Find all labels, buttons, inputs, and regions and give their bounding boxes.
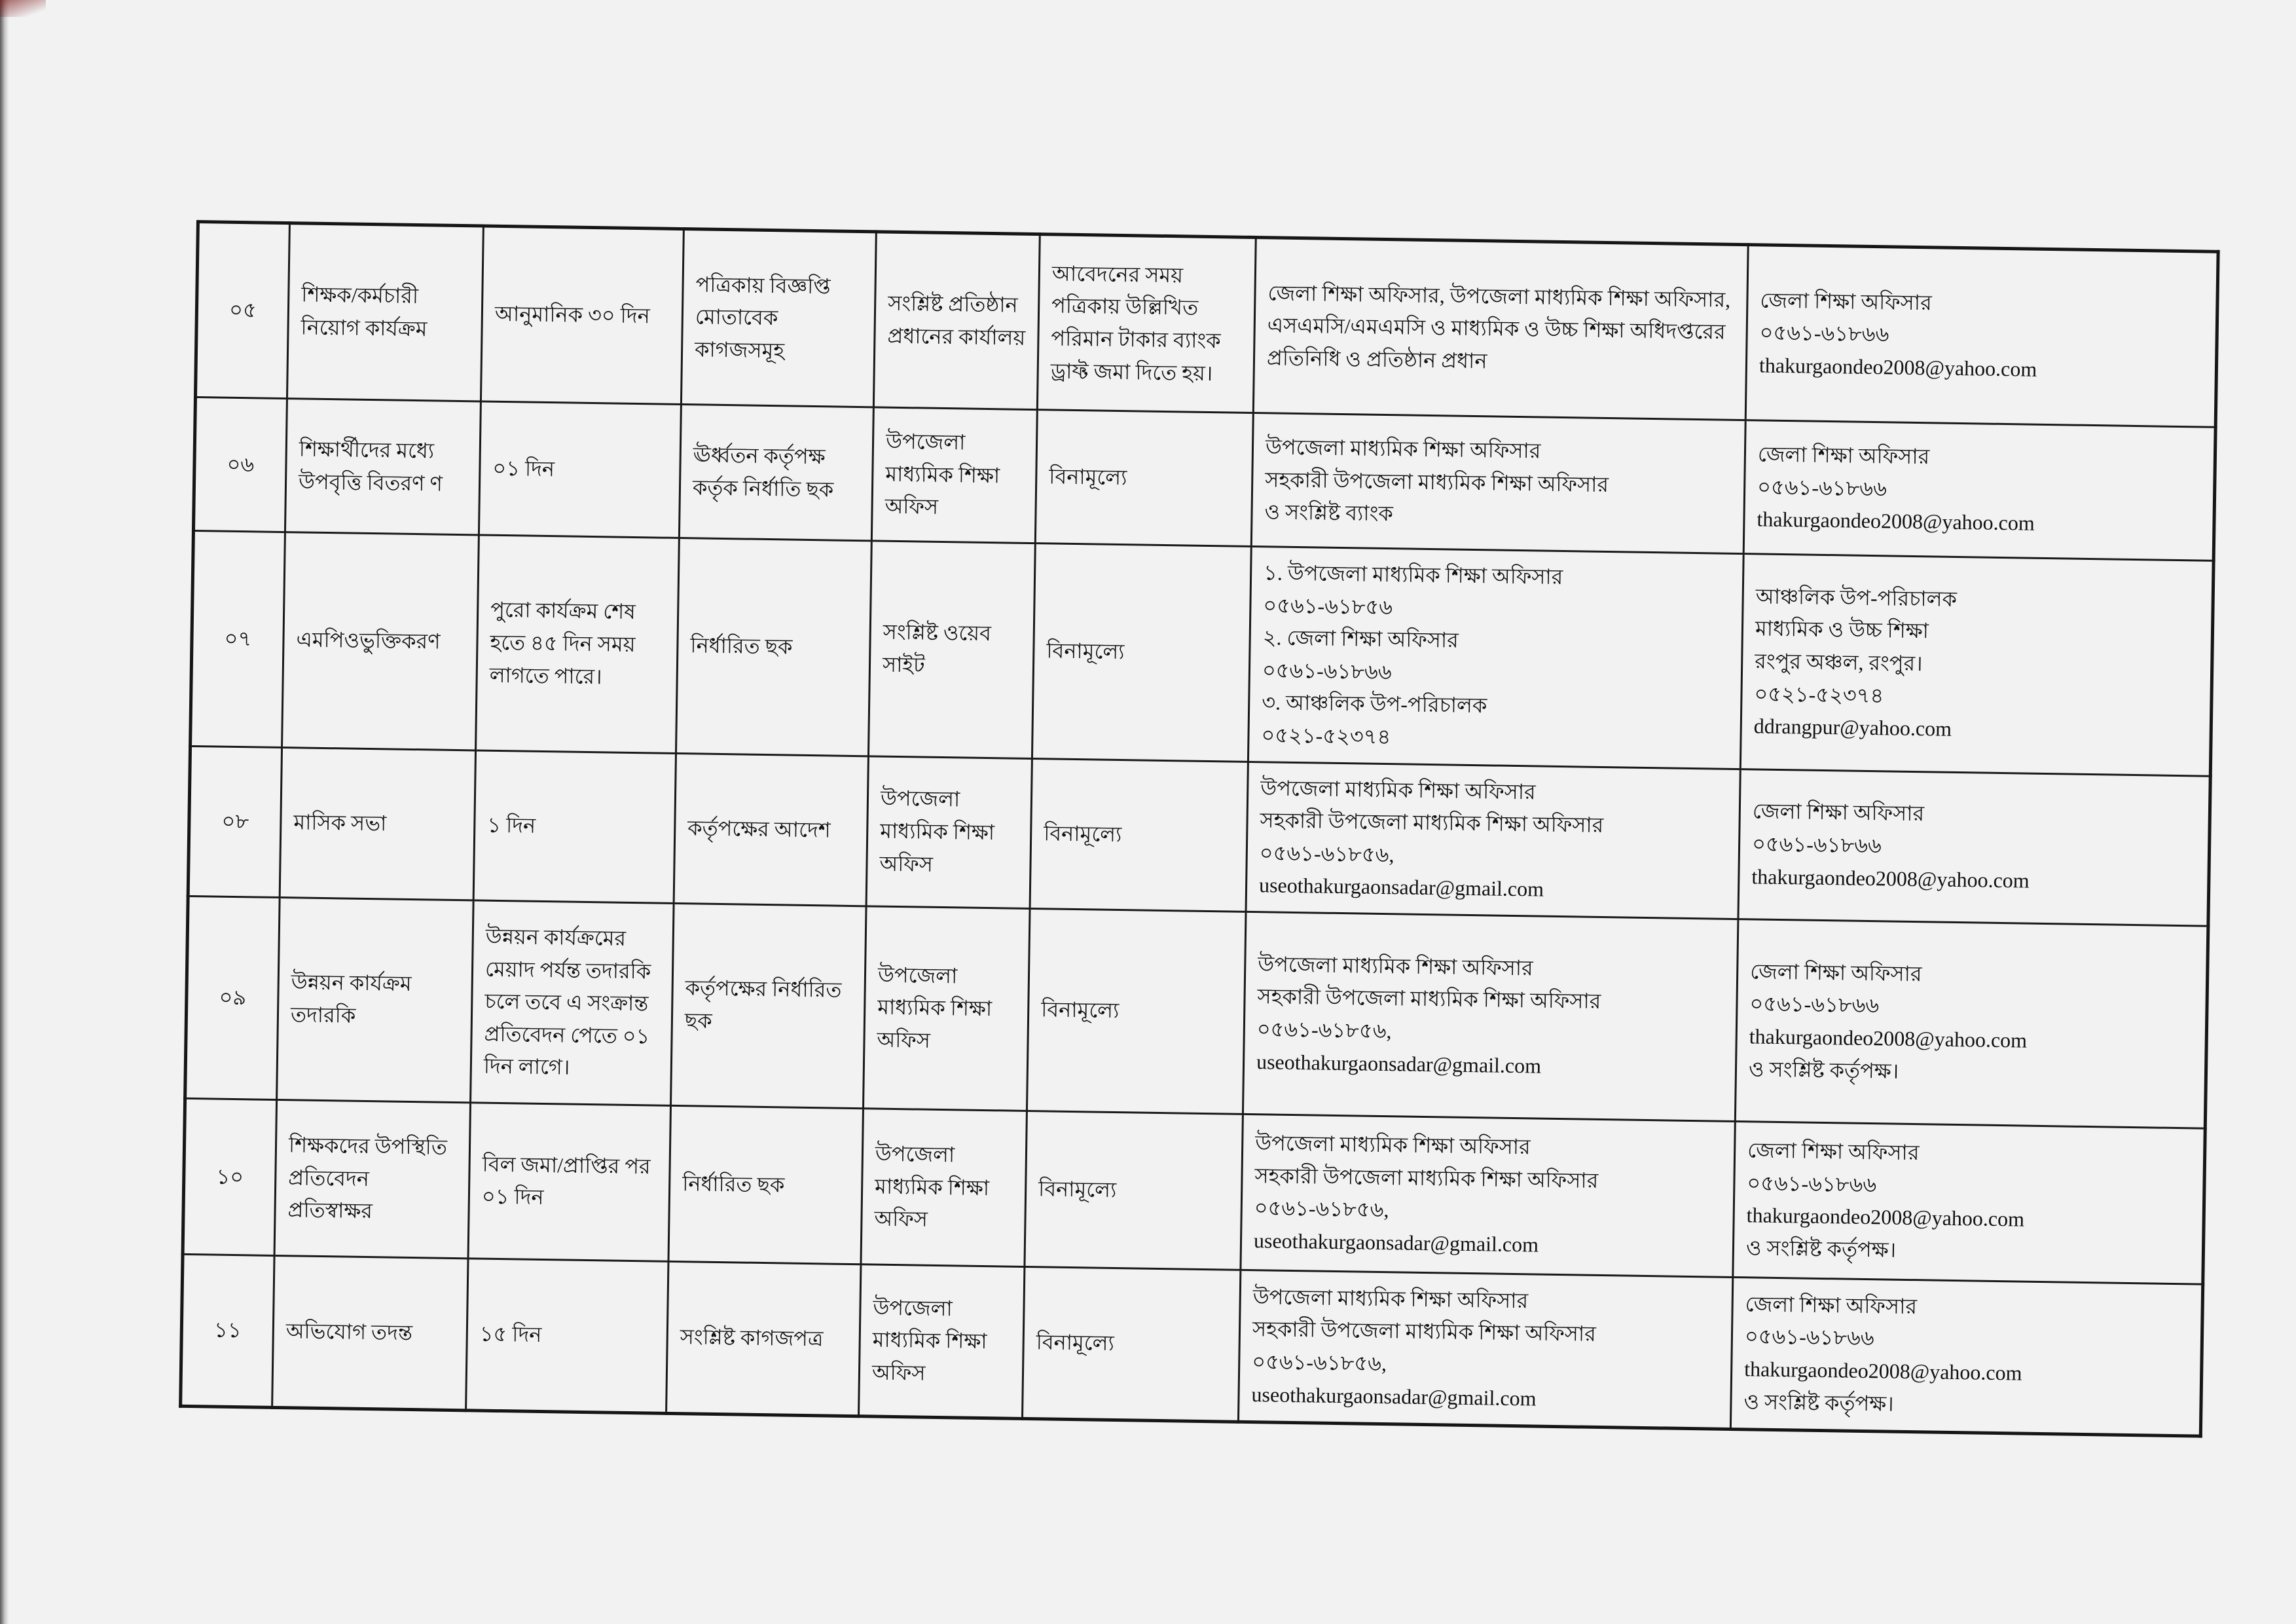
cell-responsible: ১. উপজেলা মাধ্যমিক শিক্ষা অফিসার ০৫৬১-৬১৮৫৬ ২. জেলা শিক্ষা অফিসার ০৫৬১-৬১৮৬৬ ৩. আঞ্চলিক উপ-পরিচালক ০৫২১-৫২৩৭৪	[1248, 546, 1743, 769]
cell-duration: উন্নয়ন কার্যক্রমের মেয়াদ পর্যন্ত তদারকি চলে তবে এ সংক্রান্ত প্রতিবেদন পেতে ০১ দিন লাগে।	[471, 900, 674, 1106]
cell-documents: কর্তৃপক্ষের নির্ধারিত ছক	[671, 903, 867, 1108]
cell-serial: ০৯	[185, 896, 280, 1099]
cell-documents: কর্তৃপক্ষের আদেশ	[674, 753, 868, 906]
cell-location: উপজেলা মাধ্যমিক শিক্ষা অফিস	[863, 906, 1030, 1111]
cell-serial: ০৮	[188, 746, 282, 897]
cell-duration: ১ দিন	[473, 750, 676, 903]
cell-duration: ০১ দিন	[479, 401, 681, 538]
cell-service: এমপিওভুক্তিকরণ	[282, 532, 479, 750]
cell-location: উপজেলা মাধ্যমিক শিক্ষা অফিস	[859, 1264, 1025, 1419]
cell-fee: বিনামূল্যে	[1022, 1266, 1240, 1422]
cell-responsible: জেলা শিক্ষা অফিসার, উপজেলা মাধ্যমিক শিক্ষা অফিসার, এসএমসি/এমএমসি ও মাধ্যমিক ও উচ্চ শিক্ষা অধিদপ্তরের প্রতিনিধি ও প্রতিষ্ঠান প্রধান	[1253, 238, 1748, 420]
cell-service: উন্নয়ন কার্যক্রম তদারকি	[277, 897, 474, 1102]
cell-duration: পুরো কার্যক্রম শেষ হতে ৪৫ দিন সময় লাগতে পারে।	[476, 535, 680, 753]
cell-location: সংশ্লিষ্ট প্রতিষ্ঠান প্রধানের কার্যালয়	[873, 232, 1040, 410]
cell-documents: সংশ্লিষ্ট কাগজপত্র	[666, 1261, 861, 1416]
cell-fee: বিনামূল্যে	[1035, 410, 1253, 547]
cell-serial: ০৬	[193, 397, 287, 532]
scan-left-shadow	[0, 0, 9, 1624]
cell-duration: বিল জমা/প্রাপ্তির পর ০১ দিন	[468, 1103, 670, 1262]
services-table	[179, 220, 2220, 1438]
cell-service: শিক্ষকদের উপস্থিতি প্রতিবেদন প্রতিস্বাক্ষর	[274, 1099, 470, 1258]
cell-fee: আবেদনের সময় পত্রিকায় উল্লিখিত পরিমান টাকার ব্যাংক ড্রাফ্ট জমা দিতে হয়।	[1037, 234, 1256, 413]
cell-fee: বিনামূল্যে	[1025, 1111, 1243, 1270]
cell-location: উপজেলা মাধ্যমিক শিক্ষা অফিস	[866, 756, 1032, 908]
cell-location: উপজেলা মাধ্যমিক শিক্ষা অফিস	[871, 407, 1037, 544]
cell-contact: আঞ্চলিক উপ-পরিচালক মাধ্যমিক ও উচ্চ শিক্ষা রংপুর অঞ্চল, রংপুর। ০৫২১-৫২৩৭৪ ddrangpur@yahoo.com	[1740, 554, 2214, 776]
table-container	[179, 220, 2220, 1438]
table-row	[181, 1254, 2203, 1436]
cell-service: শিক্ষার্থীদের মধ্যে উপবৃত্তি বিতরণ ণ	[285, 399, 481, 535]
cell-contact: জেলা শিক্ষা অফিসার ০৫৬১-৬১৮৬৬ thakurgaondeo2008@yahoo.com	[1745, 245, 2218, 428]
cell-service: অভিযোগ তদন্ত	[272, 1255, 468, 1410]
cell-serial: ১১	[181, 1254, 274, 1407]
table-row	[183, 1098, 2205, 1284]
cell-fee: বিনামূল্যে	[1030, 758, 1248, 912]
table-row	[195, 222, 2218, 428]
cell-contact: জেলা শিক্ষা অফিসার ০৫৬১-৬১৮৬৬ thakurgaondeo2008@yahoo.com	[1743, 420, 2215, 561]
table-row	[185, 896, 2208, 1128]
cell-contact: জেলা শিক্ষা অফিসার ০৫৬১-৬১৮৬৬ thakurgaondeo2008@yahoo.com ও সংশ্লিষ্ট কর্তৃপক্ষ।	[1733, 1121, 2205, 1284]
cell-responsible: উপজেলা মাধ্যমিক শিক্ষা অফিসার সহকারী উপজেলা মাধ্যমিক শিক্ষা অফিসার ০৫৬১-৬১৮৫৬, useothakurgaonsadar@gmail.com	[1238, 1270, 1732, 1429]
cell-serial: ০৫	[195, 222, 289, 399]
cell-documents: নির্ধারিত ছক	[676, 538, 872, 756]
table-row	[188, 746, 2210, 926]
cell-location: উপজেলা মাধ্যমিক শিক্ষা অফিস	[861, 1109, 1027, 1267]
cell-fee: বিনামূল্যে	[1032, 544, 1251, 762]
table-row	[191, 530, 2214, 775]
cell-contact: জেলা শিক্ষা অফিসার ০৫৬১-৬১৮৬৬ thakurgaondeo2008@yahoo.com ও সংশ্লিষ্ট কর্তৃপক্ষ।	[1735, 919, 2208, 1128]
cell-documents: নির্ধারিত ছক	[668, 1105, 863, 1264]
cell-contact: জেলা শিক্ষা অফিসার ০৫৬১-৬১৮৬৬ thakurgaondeo2008@yahoo.com ও সংশ্লিষ্ট কর্তৃপক্ষ।	[1730, 1277, 2202, 1436]
cell-fee: বিনামূল্যে	[1027, 908, 1246, 1114]
cell-responsible: উপজেলা মাধ্যমিক শিক্ষা অফিসার সহকারী উপজেলা মাধ্যমিক শিক্ষা অফিসার ০৫৬১-৬১৮৫৬, useothakurgaonsadar@gmail.com	[1241, 1114, 1735, 1277]
cell-duration: ১৫ দিন	[466, 1259, 668, 1414]
cell-contact: জেলা শিক্ষা অফিসার ০৫৬১-৬১৮৬৬ thakurgaondeo2008@yahoo.com	[1738, 769, 2210, 926]
cell-location: সংশ্লিষ্ট ওয়েব সাইট	[868, 541, 1035, 758]
cell-documents: ঊর্ধ্বতন কর্তৃপক্ষ কর্তৃক নির্ধাতি ছক	[679, 405, 873, 541]
cell-responsible: উপজেলা মাধ্যমিক শিক্ষা অফিসার সহকারী উপজেলা মাধ্যমিক শিক্ষা অফিসার ০৫৬১-৬১৮৫৬, useothakurgaonsadar@gmail.com	[1246, 762, 1740, 919]
cell-responsible: উপজেলা মাধ্যমিক শিক্ষা অফিসার সহকারী উপজেলা মাধ্যমিক শিক্ষা অফিসার ০৫৬১-৬১৮৫৬, useothakurgaonsadar@gmail.com	[1243, 912, 1738, 1121]
cell-serial: ০৭	[191, 530, 285, 747]
cell-service: মাসিক সভা	[280, 747, 475, 900]
cell-duration: আনুমানিক ৩০ দিন	[481, 226, 683, 405]
cell-serial: ১০	[183, 1098, 277, 1255]
cell-service: শিক্ষক/কর্মচারী নিয়োগ কার্যক্রম	[287, 223, 483, 401]
scan-corner-mark	[0, 0, 46, 17]
cell-documents: পত্রিকায় বিজ্ঞপ্তি মোতাবেক কাগজসমূহ	[681, 229, 876, 407]
cell-responsible: উপজেলা মাধ্যমিক শিক্ষা অফিসার সহকারী উপজেলা মাধ্যমিক শিক্ষা অফিসার ও সংশ্লিষ্ট ব্যাংক	[1251, 413, 1745, 553]
